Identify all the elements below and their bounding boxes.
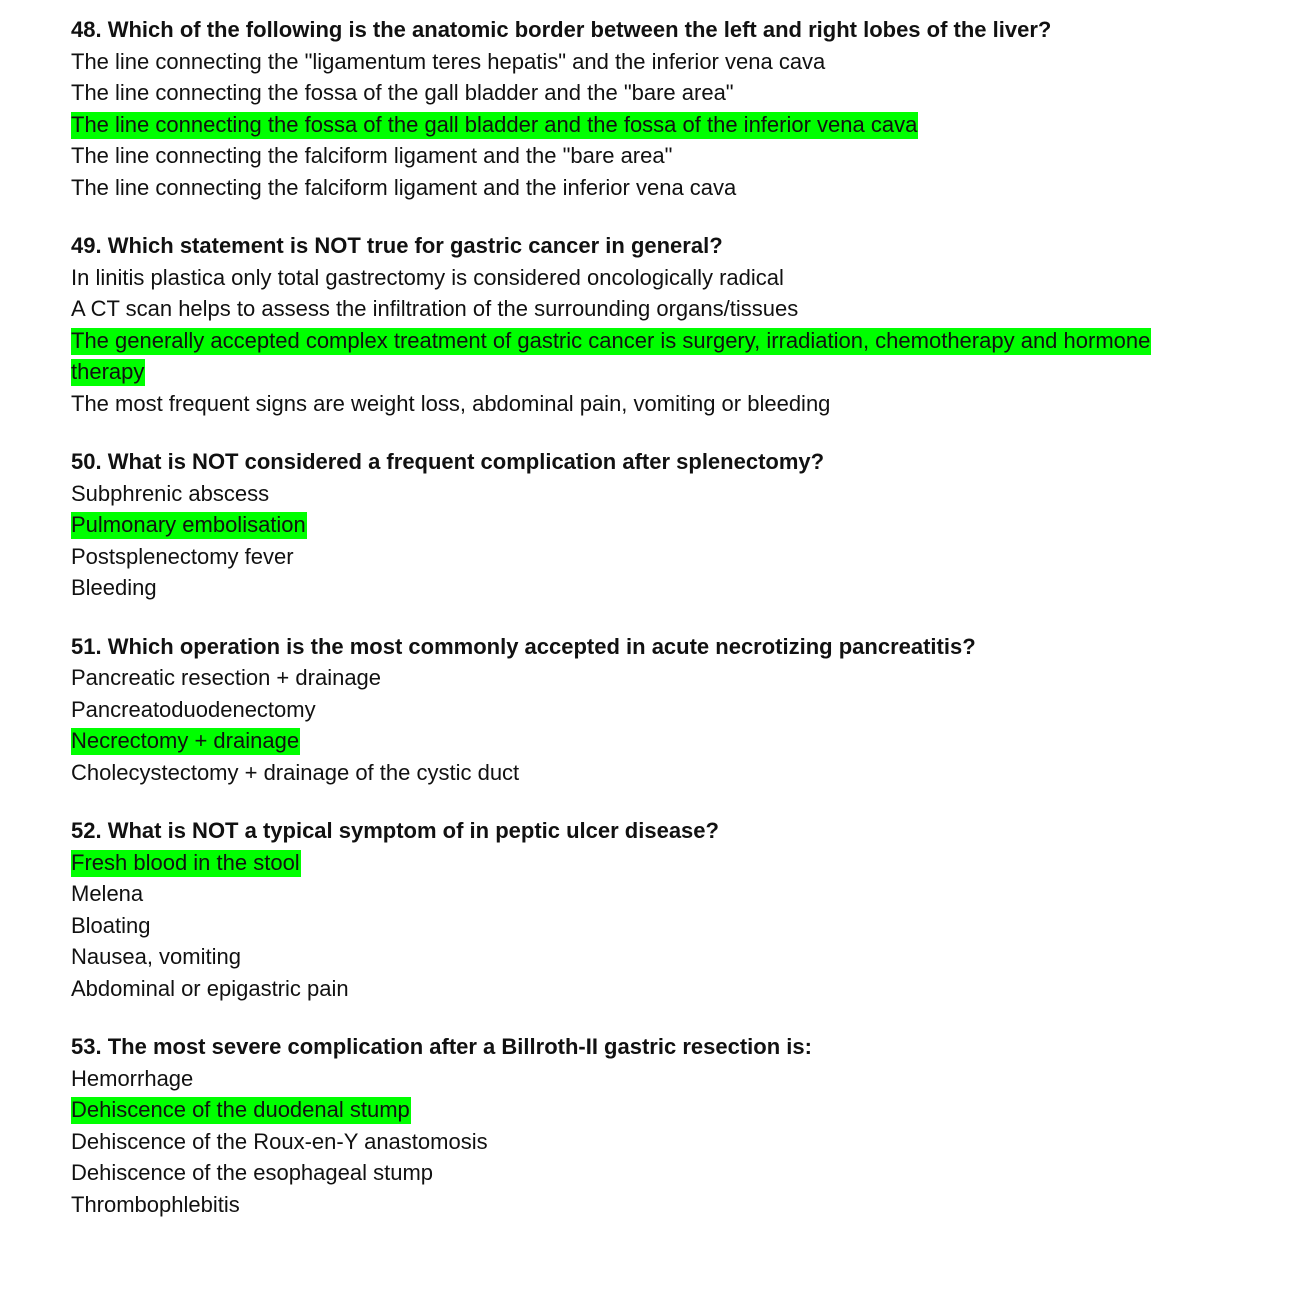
answer-text: Melena	[71, 881, 144, 906]
answer-text: The line connecting the "ligamentum teres hepatis" and the inferior vena cava	[71, 48, 826, 74]
answer-option	[71, 941, 1211, 973]
highlighted-answer-text: Necrectomy + drainage	[71, 728, 300, 753]
answer-text: A CT scan helps to assess the infiltration of the surrounding organs/tissues	[71, 296, 799, 321]
answer-option	[71, 541, 1211, 573]
highlighted-answer-text: Dehiscence of the duodenal stump	[71, 1097, 410, 1122]
answer-option	[71, 172, 1211, 204]
question-title	[71, 1031, 1211, 1063]
answer-text: Pancreatic resection + drainage	[71, 665, 382, 690]
answer-option	[71, 662, 1211, 694]
question-block	[71, 446, 1211, 604]
answer-option	[71, 293, 1211, 325]
answer-text: Abdominal or epigastric pain	[71, 975, 349, 1001]
answer-option-correct	[71, 509, 1211, 541]
answer-option	[71, 1126, 1211, 1158]
answer-option	[71, 694, 1211, 726]
answer-option-correct	[71, 847, 1211, 879]
answer-option-correct	[71, 1094, 1211, 1126]
question-block	[71, 631, 1211, 789]
question-number: 53.	[71, 1034, 102, 1059]
answer-option	[71, 478, 1211, 510]
question-text: What is NOT considered a frequent complication after splenectomy?	[107, 449, 825, 474]
answer-text: In linitis plastica only total gastrectomy is considered oncologically radical	[71, 264, 784, 290]
question-block	[71, 1031, 1211, 1220]
answer-option	[71, 1063, 1211, 1095]
question-title	[71, 230, 1211, 262]
answer-option	[71, 1189, 1211, 1221]
answer-text: The most frequent signs are weight loss, abdominal pain, vomiting or bleeding	[71, 390, 831, 416]
question-number: 49.	[71, 233, 102, 258]
answer-text: The line connecting the falciform ligament and the inferior vena cava	[71, 174, 737, 200]
answer-option	[71, 878, 1211, 910]
question-number: 51.	[71, 633, 102, 659]
highlighted-answer-text: The line connecting the fossa of the gall bladder and the fossa of the inferior vena cava	[71, 111, 918, 137]
answer-option-correct	[71, 725, 1211, 757]
answer-text: Postsplenectomy fever	[71, 543, 294, 569]
answer-text: Pancreatoduodenectomy	[71, 696, 316, 722]
answer-option	[71, 77, 1211, 109]
answer-text: The line connecting the falciform ligament and the "bare area"	[71, 143, 673, 168]
question-title	[71, 14, 1211, 46]
answer-option	[71, 1157, 1211, 1189]
answer-option	[71, 262, 1211, 294]
question-number: 52.	[71, 818, 102, 843]
answer-text: Thrombophlebitis	[71, 1191, 240, 1217]
question-block	[71, 230, 1211, 419]
question-text: What is NOT a typical symptom of in peptic ulcer disease?	[107, 818, 719, 843]
answer-text: Cholecystectomy + drainage of the cystic duct	[71, 759, 520, 785]
question-block	[71, 14, 1211, 203]
answer-option	[71, 910, 1211, 942]
answer-option-correct	[71, 325, 1211, 388]
highlighted-answer-text: The generally accepted complex treatment of gastric cancer is surgery, irradiation, chemotherapy and hormone therapy	[71, 327, 1151, 384]
answer-text: Nausea, vomiting	[71, 944, 241, 969]
answer-text: Bloating	[71, 912, 151, 938]
answer-option	[71, 46, 1211, 78]
answer-option	[71, 757, 1211, 789]
answer-text: The line connecting the fossa of the gall bladder and the "bare area"	[71, 80, 734, 105]
question-title	[71, 446, 1211, 478]
answer-text: Hemorrhage	[71, 1065, 194, 1091]
answer-text: Subphrenic abscess	[71, 480, 270, 506]
answer-option	[71, 973, 1211, 1005]
question-block	[71, 815, 1211, 1004]
answer-option	[71, 140, 1211, 172]
highlighted-answer-text: Fresh blood in the stool	[71, 849, 300, 875]
answer-text: Dehiscence of the esophageal stump	[71, 1160, 434, 1185]
question-title	[71, 815, 1211, 847]
answer-option	[71, 572, 1211, 604]
answer-text: Bleeding	[71, 575, 157, 600]
question-text: Which operation is the most commonly accepted in acute necrotizing pancreatitis?	[107, 633, 976, 659]
question-number: 48.	[71, 17, 102, 42]
quiz-document	[71, 14, 1211, 1247]
question-text: The most severe complication after a Billroth-II gastric resection is:	[107, 1034, 812, 1059]
answer-text: Dehiscence of the Roux-en-Y anastomosis	[71, 1128, 488, 1154]
question-text: Which of the following is the anatomic border between the left and right lobes of the liver?	[107, 17, 1052, 42]
question-number: 50.	[71, 449, 102, 474]
answer-option	[71, 388, 1211, 420]
highlighted-answer-text: Pulmonary embolisation	[71, 512, 306, 537]
question-text: Which statement is NOT true for gastric cancer in general?	[107, 233, 723, 258]
question-title	[71, 631, 1211, 663]
answer-option-correct	[71, 109, 1211, 141]
